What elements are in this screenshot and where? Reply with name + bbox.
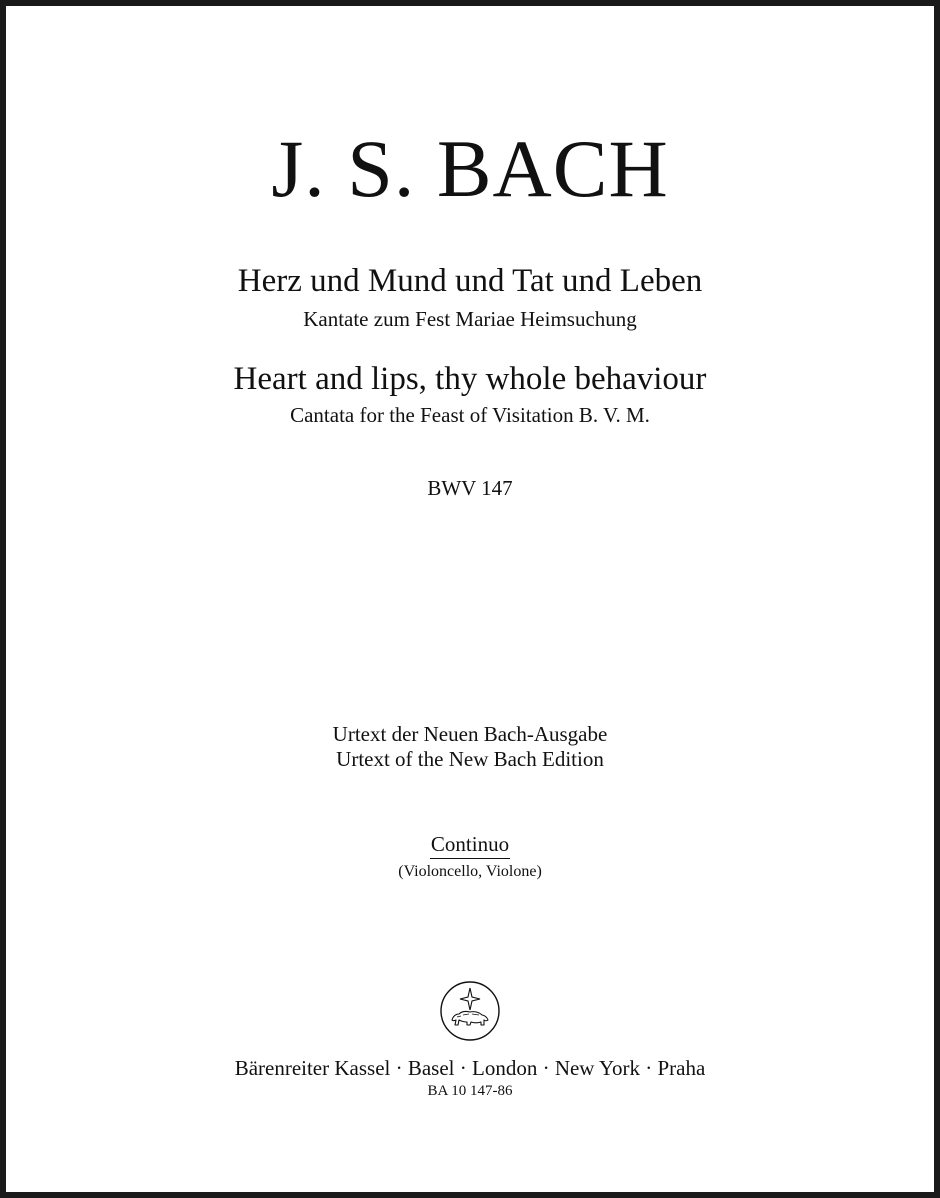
publisher-line: Bärenreiter Kassel · Basel · London · New York · Praha bbox=[234, 1056, 706, 1080]
urtext-english: Urtext of the New Bach Edition bbox=[336, 747, 604, 771]
edition-number: BA 10 147-86 bbox=[427, 1083, 513, 1099]
composer-name: J. S. BACH bbox=[271, 123, 669, 214]
part-name bbox=[6, 834, 934, 855]
part-name-text: Continuo bbox=[430, 832, 510, 859]
work-title-english: Heart and lips, thy whole behaviour bbox=[233, 361, 707, 397]
bear-logo-icon bbox=[439, 980, 501, 1042]
title-page bbox=[6, 6, 934, 1192]
work-subtitle-german: Kantate zum Fest Mariae Heimsuchung bbox=[303, 307, 637, 331]
work-title-german: Herz und Mund und Tat und Leben bbox=[237, 263, 703, 299]
bwv-number: BWV 147 bbox=[427, 476, 513, 500]
work-subtitle-english: Cantata for the Feast of Visitation B. V. M. bbox=[290, 403, 650, 427]
urtext-german: Urtext der Neuen Bach-Ausgabe bbox=[332, 722, 608, 746]
part-instruments: (Violoncello, Violone) bbox=[398, 863, 542, 880]
